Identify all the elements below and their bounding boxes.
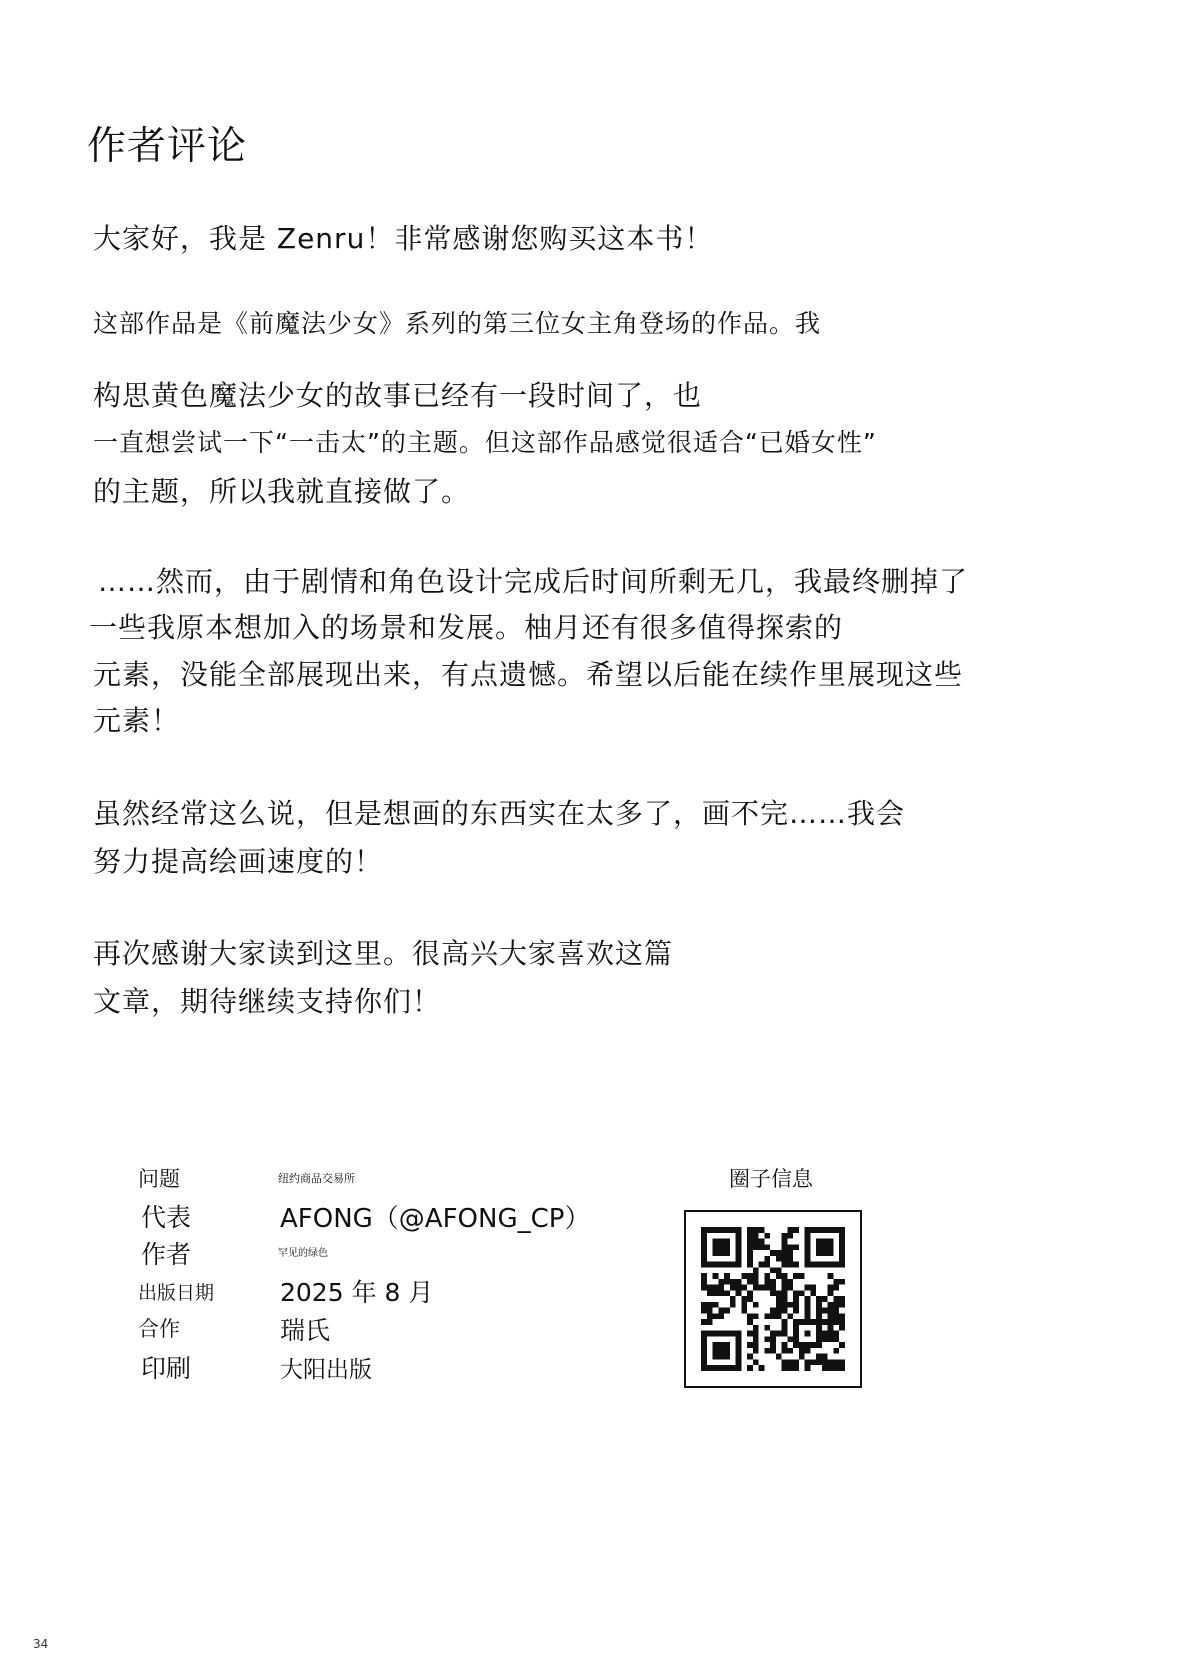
qr-code-graphic xyxy=(701,1227,845,1371)
paragraph-3-line-3: 元素，没能全部展现出来，有点遗憾。希望以后能在续作里展现这些 xyxy=(93,658,964,691)
colophon-value-issue: 纽约商品交易所 xyxy=(278,1172,355,1185)
colophon-value-author: 罕见的绿色 xyxy=(278,1248,328,1259)
qr-code-icon[interactable] xyxy=(684,1210,862,1388)
paragraph-2-line-3: 一直想尝试一下“一击太”的主题。但这部作品感觉很适合“已婚女性” xyxy=(93,428,877,457)
colophon-label-collaboration: 合作 xyxy=(138,1317,180,1341)
colophon-label-printing: 印刷 xyxy=(141,1354,192,1383)
colophon-label-issue: 问题 xyxy=(138,1167,180,1191)
paragraph-2-line-4: 的主题，所以我就直接做了。 xyxy=(93,475,471,508)
colophon-value-representative: AFONG（@AFONG_CP） xyxy=(280,1204,591,1234)
paragraph-5-line-1: 再次感谢大家读到这里。很高兴大家喜欢这篇 xyxy=(93,937,674,970)
colophon-label-publish-date: 出版日期 xyxy=(138,1282,215,1304)
colophon-value-publish-date: 2025 年 8 月 xyxy=(280,1278,434,1307)
paragraph-1-line-1: 大家好，我是 Zenru！非常感谢您购买这本书！ xyxy=(93,222,714,255)
colophon-value-collaboration: 瑞氏 xyxy=(280,1316,331,1345)
paragraph-4-line-1: 虽然经常这么说，但是想画的东西实在太多了，画不完……我会 xyxy=(93,797,906,830)
qr-title: 圈子信息 xyxy=(729,1167,813,1191)
paragraph-3-line-4: 元素！ xyxy=(93,704,181,737)
page-number: 34 xyxy=(33,1637,49,1651)
colophon-label-author: 作者 xyxy=(141,1240,192,1269)
paragraph-4-line-2: 努力提高绘画速度的！ xyxy=(93,845,384,878)
colophon-value-printing: 大阳出版 xyxy=(280,1357,372,1383)
paragraph-3-line-2: 一些我原本想加入的场景和发展。柚月还有很多值得探索的 xyxy=(89,611,844,644)
paragraph-2-line-2: 构思黄色魔法少女的故事已经有一段时间了，也 xyxy=(93,379,703,412)
paragraph-2-line-1: 这部作品是《前魔法少女》系列的第三位女主角登场的作品。我 xyxy=(93,309,822,338)
colophon-label-representative: 代表 xyxy=(141,1203,192,1232)
paragraph-3-line-1: ……然而，由于剧情和角色设计完成后时间所剩无几，我最终删掉了 xyxy=(98,565,969,598)
paragraph-5-line-2: 文章，期待继续支持你们！ xyxy=(93,985,442,1018)
page-title: 作者评论 xyxy=(87,124,248,169)
